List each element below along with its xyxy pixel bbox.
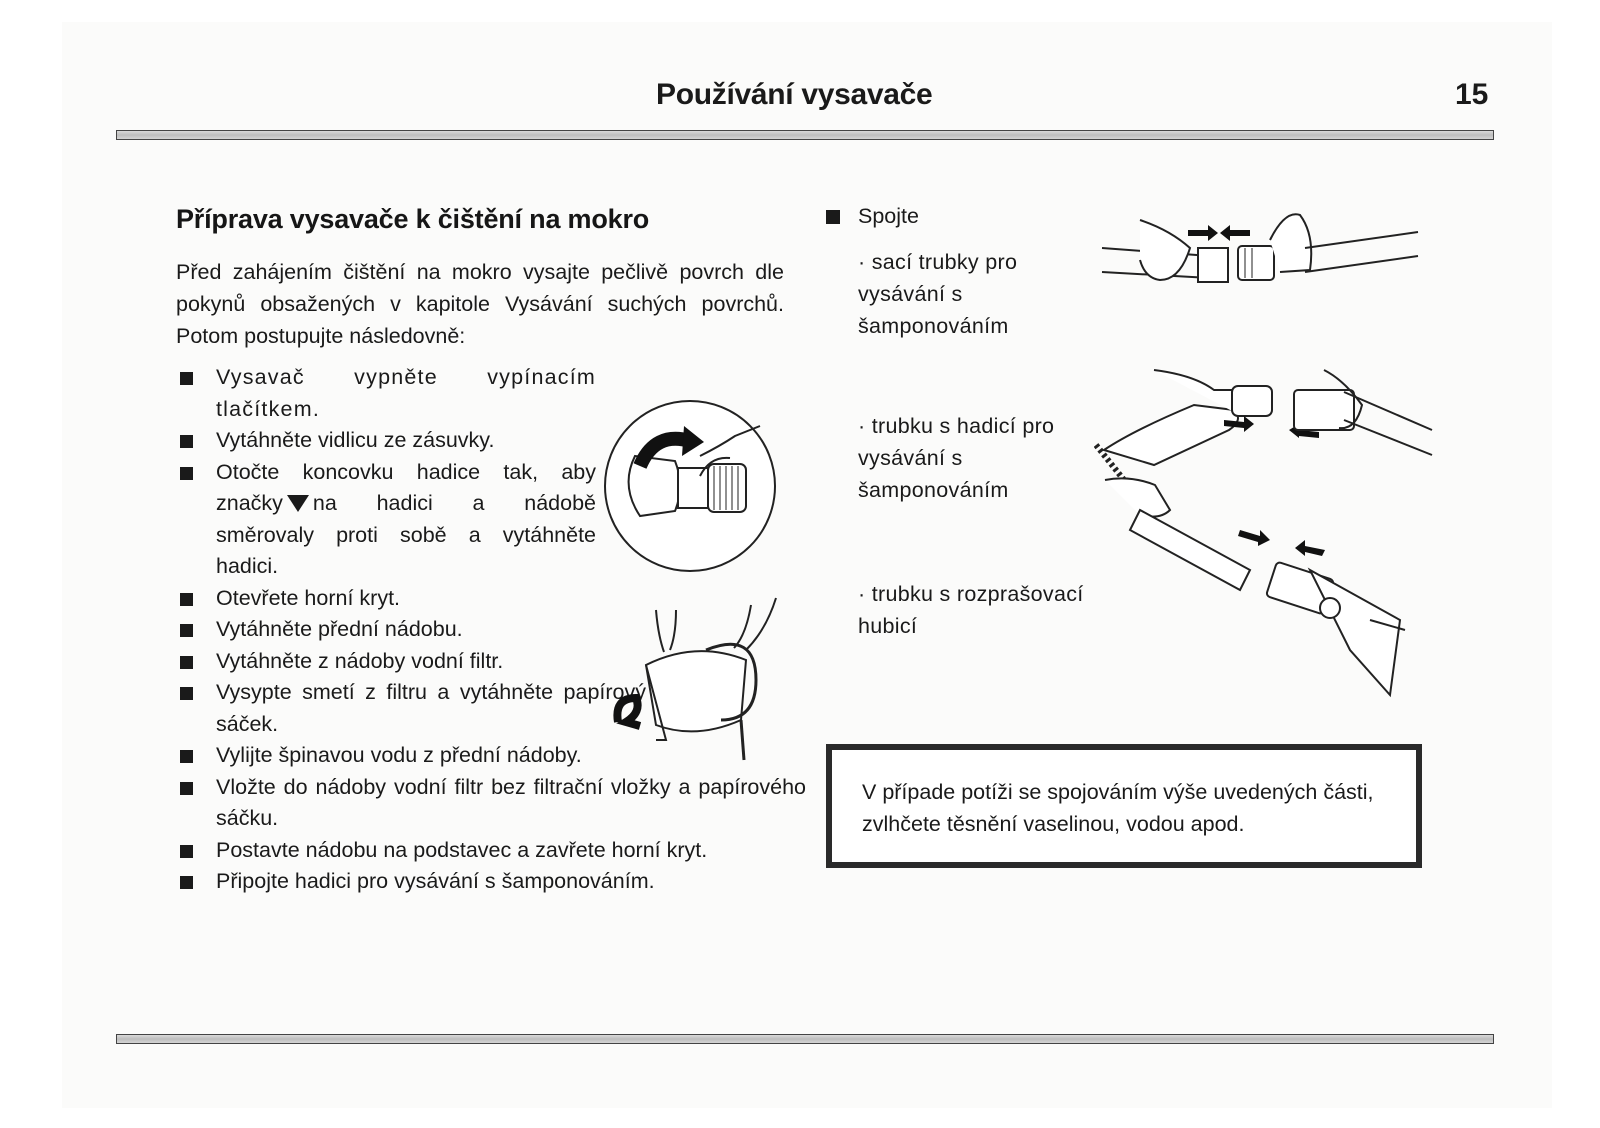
square-bullet-icon (180, 687, 193, 700)
spray-nozzle-illustration (1100, 470, 1420, 700)
square-bullet-icon (180, 624, 193, 637)
step-text-part: Otočte koncovku hadice tak, aby značky (216, 459, 596, 515)
square-bullet-icon (180, 372, 193, 385)
connect-item: · sací trubky pro vysávání s šamponováním (858, 250, 1018, 338)
square-bullet-icon (180, 656, 193, 669)
step-text: Otevřete horní kryt. (216, 585, 401, 610)
step-text: Vytáhněte vidlicu ze zásuvky. (216, 428, 495, 452)
square-bullet-icon (180, 845, 193, 858)
square-bullet-icon (826, 210, 840, 224)
note-text: V případe potíži se spojováním výše uvedených části, zvlhčete těsnění vaselinou, vodou apod. (862, 780, 1374, 836)
intro-paragraph: Před zahájením čištění na mokro vysajte pečlivě povrch dle pokynů obsažených v kapitole Vysávání suchých povrchů. Potom postupujte následovně: (176, 260, 784, 348)
header-rule (116, 130, 1494, 140)
hose-rotation-illustration (600, 396, 780, 576)
container-removal-illustration (606, 590, 796, 780)
page-number: 15 (1455, 78, 1489, 111)
note-box (826, 744, 1422, 868)
square-bullet-icon (180, 782, 193, 795)
square-bullet-icon (180, 435, 193, 448)
list-item (176, 835, 806, 867)
step-text: Vytáhněte přední nádobu. (216, 617, 463, 641)
triangle-down-icon (287, 495, 309, 512)
step-text-part: na hadici a nádobě směrovaly proti sobě a vytáhněte hadici. (216, 491, 596, 578)
section-heading: Příprava vysavače k čištění na mokro (176, 204, 650, 234)
square-bullet-icon (180, 750, 193, 763)
step-text: Připojte hadici pro vysávání s šamponováním. (216, 869, 655, 893)
step-text: Vytáhněte z nádoby vodní filtr. (216, 648, 504, 673)
step-text: Vložte do nádoby vodní filtr bez filtrační vložky a papírového sáčku. (216, 774, 806, 830)
square-bullet-icon (180, 876, 193, 889)
connect-item: · trubku s rozprašovací hubicí (858, 582, 1084, 638)
footer-rule (116, 1034, 1494, 1044)
page-title: Používání vysavače (656, 78, 933, 111)
step-text (216, 457, 596, 583)
list-item (176, 866, 806, 898)
connect-label: Spojte (858, 204, 919, 228)
list-item (176, 772, 806, 835)
step-text: Vysavač vypněte vypínacím tlačítkem. (216, 365, 596, 421)
square-bullet-icon (180, 467, 193, 480)
tube-joining-illustration (1100, 200, 1420, 310)
step-text: Vylijte špinavou vodu z přední nádoby. (216, 743, 582, 767)
square-bullet-icon (180, 593, 193, 606)
step-text: Vysypte smetí z filtru a vytáhněte papírový sáček. (216, 680, 646, 736)
connect-item: · trubku s hadicí pro vysávání s šamponováním (858, 414, 1055, 502)
step-text: Postavte nádobu na podstavec a zavřete horní kryt. (216, 837, 708, 862)
